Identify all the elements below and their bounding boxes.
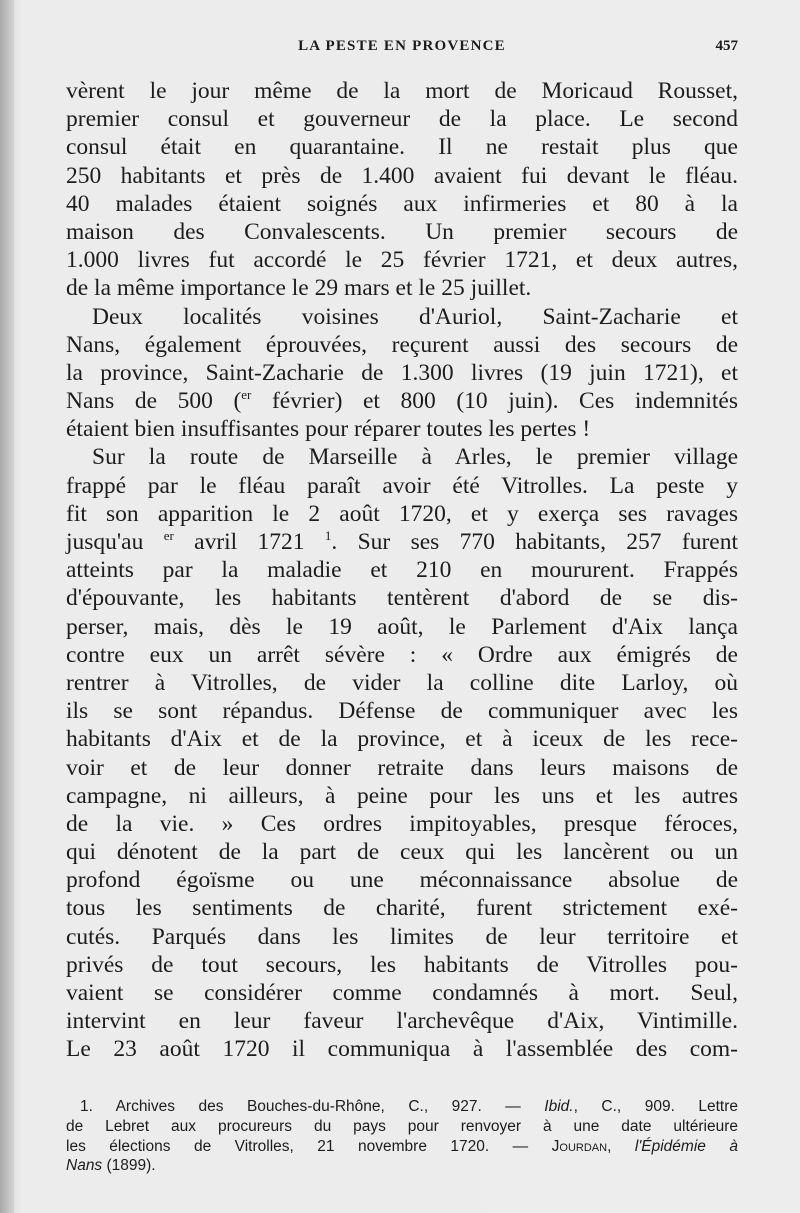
text-line: premier consul et gouverneur de la place. Le second: [66, 106, 738, 133]
page-gutter-shadow: [0, 0, 14, 1213]
text-line: perser, mais, dès le 19 août, le Parlement d'Aix lança: [66, 613, 738, 640]
book-title: Nans: [66, 1157, 103, 1175]
text-line: atteints par la maladie et 210 en moururent. Frappés: [66, 557, 738, 584]
footnote-line: [66, 1156, 738, 1176]
text-line: 250 habitants et près de 1.400 avaient fui devant le fléau.: [66, 162, 738, 189]
text-line: la province, Saint-Zacharie de 1.300 livres (19 juin 1721), et: [66, 359, 738, 386]
text-line: maison des Convalescents. Un premier secours de: [66, 218, 738, 245]
text-line: cutés. Parqués dans les limites de leur territoire et: [66, 923, 738, 950]
text-line: 1.000 livres fut accordé le 25 février 1721, et deux autres,: [66, 247, 738, 274]
text-line: privés de tout secours, les habitants de Vitrolles pou-: [66, 951, 738, 978]
text-line: tous les sentiments de charité, furent strictement exé-: [66, 895, 738, 922]
page-number: 457: [715, 38, 738, 54]
text-line: Deux localités voisines d'Auriol, Saint-Zacharie et: [92, 303, 738, 330]
text-line: consul était en quarantaine. Il ne restait plus que: [66, 134, 738, 161]
text-line: [66, 387, 738, 415]
footnote-line: [66, 1137, 738, 1157]
text-fragment: (1899).: [102, 1157, 156, 1175]
text-line: ils se sont répandus. Défense de communiquer avec les: [66, 698, 738, 725]
text-line: voir et de leur donner retraite dans leurs maisons de: [66, 754, 738, 781]
text-line: campagne, ni ailleurs, à peine pour les uns et les autres: [66, 782, 738, 809]
text-line: étaient bien insuffisantes pour réparer toutes les pertes !: [66, 416, 591, 443]
author-name: Jourdan: [551, 1137, 608, 1155]
footnotes: [66, 1097, 738, 1176]
text-line: qui dénotent de la part de ceux qui les lancèrent ou un: [66, 839, 738, 866]
text-line: habitants d'Aix et de la province, et à iceux de les rece-: [66, 726, 738, 753]
text-line: Le 23 août 1720 il communiqua à l'assemblée des com-: [66, 1036, 738, 1063]
footnote-line: de Lebret aux procureurs du pays pour renvoyer à une date ultérieure: [66, 1117, 738, 1135]
text-line: profond égoïsme ou une méconnaissance absolue de: [66, 867, 738, 894]
text-line: 40 malades étaient soignés aux infirmeries et 80 à la: [66, 190, 738, 217]
superscript: er: [241, 387, 252, 403]
text-fragment: février) et 800 (10 juin). Ces indemnités: [251, 388, 739, 415]
running-title: LA PESTE EN PROVENCE: [298, 38, 506, 54]
text-line: de la vie. » Ces ordres impitoyables, presque féroces,: [66, 810, 738, 837]
text-line: d'épouvante, les habitants tentèrent d'abord de se dis-: [66, 585, 738, 612]
text-line: frappé par le fléau paraît avoir été Vitrolles. La peste y: [66, 472, 738, 499]
text-line: Nans, également éprouvées, reçurent aussi des secours de: [66, 331, 738, 358]
text-line: rentrer à Vitrolles, de vider la colline dite Larloy, où: [66, 669, 738, 696]
text-fragment: avril 1721: [173, 529, 325, 555]
text-line: de la même importance le 29 mars et le 25 juillet.: [66, 275, 532, 302]
text-line: vèrent le jour même de la mort de Moricaud Rousset,: [66, 78, 738, 104]
text-fragment: . Sur ses 770 habitants, 257 furent: [331, 529, 738, 555]
text-line: contre eux un arrêt sévère : « Ordre aux émigrés de: [66, 641, 738, 668]
text-fragment: jusqu'au: [66, 529, 164, 555]
page-header: [66, 36, 738, 58]
text-line: intervint en leur faveur l'archevêque d'Aix, Vintimille.: [66, 1008, 738, 1035]
text-fragment: ,: [607, 1137, 635, 1155]
book-title: l'Épidémie à: [634, 1137, 738, 1155]
text-line: Sur la route de Marseille à Arles, le premier village: [92, 444, 738, 471]
text-fragment: Nans de 500 (: [66, 388, 242, 415]
footnote-line: [66, 1097, 738, 1117]
text-line: fit son apparition le 2 août 1720, et y exerça ses ravages: [66, 500, 738, 527]
body-text: [66, 77, 738, 1064]
superscript: er: [163, 528, 174, 543]
text-fragment: les élections de Vitrolles, 21 novembre 1720. —: [66, 1137, 552, 1155]
text-fragment: 1. Archives des Bouches-du-Rhône, C., 927. —: [80, 1098, 545, 1115]
text-line: vaient se considérer comme condamnés à mort. Seul,: [66, 980, 738, 1006]
text-fragment: Ibid.: [544, 1098, 574, 1115]
text-fragment: , C., 909. Lettre: [573, 1098, 739, 1115]
footnote-marker: 1: [324, 528, 332, 543]
text-line: [66, 528, 738, 556]
